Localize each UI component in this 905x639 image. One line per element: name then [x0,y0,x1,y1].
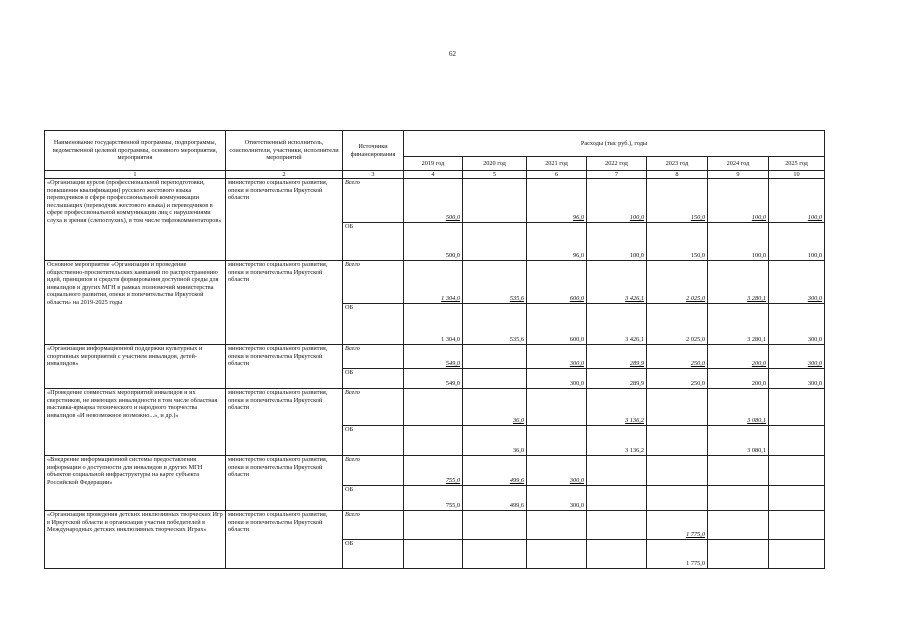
ob-value: 300,0 [527,486,587,511]
ob-value: 3 136,2 [587,426,647,456]
total-value: 96,0 [527,179,587,223]
source-ob-label: ОБ [343,369,404,389]
ob-value: 96,0 [527,223,587,261]
total-value: 600,0 [527,261,587,304]
responsible-executor: министерство социального развития, опеки и попечительства Иркутской области [226,389,343,456]
ob-value: 500,0 [404,223,463,261]
ob-value: 300,0 [769,304,825,345]
ob-value [404,426,463,456]
ob-value: 549,0 [404,369,463,389]
ob-value [769,426,825,456]
header-responsible: Ответственный исполнитель, соисполнители, участники, исполнители мероприятий [226,131,343,171]
ob-value [769,540,825,569]
ob-value: 100,0 [587,223,647,261]
ob-value [404,540,463,569]
total-value: 755,0 [404,456,463,486]
source-ob-label: ОБ [343,540,404,569]
activity-name: Основное мероприятие «Организация и проведение общественно-просветительских кампаний по распространению идей, принципов и средств формирования доступной среды для инвалидов и других МГН в рамках полномочий министерства социального развития, опеки и попечительства Иркутской области» на 2019-2025 годы [45,261,226,345]
total-value: 300,0 [527,456,587,486]
total-value: 300,0 [769,345,825,369]
total-value [708,456,769,486]
total-value [463,511,527,540]
column-index: 4 [404,171,463,179]
ob-value [463,540,527,569]
table-row [45,389,825,426]
total-value [463,179,527,223]
ob-value [463,223,527,261]
column-index: 2 [226,171,343,179]
ob-value [647,486,708,511]
total-value: 2 025,0 [647,261,708,304]
column-index: 5 [463,171,527,179]
source-total-label: Всего [343,179,404,223]
table-row [45,511,825,540]
source-total-label: Всего [343,511,404,540]
column-index: 10 [769,171,825,179]
total-value [769,389,825,426]
total-value [527,511,587,540]
total-value: 300,0 [527,345,587,369]
ob-value [527,540,587,569]
total-value: 499,6 [463,456,527,486]
total-value: 549,0 [404,345,463,369]
column-index: 3 [343,171,404,179]
total-value: 1 304,0 [404,261,463,304]
activity-name: «Проведение совместных мероприятий инвалидов и их сверстников, не имеющих инвалидности в том числе областная выставка-ярмарка технического и народного творчества инвалидов «И невозможное возможно...», и др.)» [45,389,226,456]
column-index: 8 [647,171,708,179]
ob-value: 3 280,1 [708,304,769,345]
header-expenses: Расходы (тыс руб.), годы [404,131,825,157]
total-value: 100,0 [587,179,647,223]
activity-name: «Организация информационной поддержки культурных и спортивных мероприятий с участием инвалидов, детей-инвалидов» [45,345,226,389]
total-value: 3 280,1 [708,261,769,304]
ob-value: 250,0 [647,369,708,389]
total-value: 1 775,0 [647,511,708,540]
header-name: Наименование государственной программы, подпрограммы, ведомственной целевой программы, основного мероприятия, мероприятия [45,131,226,171]
column-index: 7 [587,171,647,179]
source-total-label: Всего [343,389,404,426]
ob-value: 3 426,1 [587,304,647,345]
header-year: 2020 год [463,157,527,171]
ob-value: 2 025,0 [647,304,708,345]
responsible-executor: министерство социального развития, опеки и попечительства Иркутской области [226,261,343,345]
ob-value [708,486,769,511]
header-year: 2022 год [587,157,647,171]
ob-value: 300,0 [769,369,825,389]
source-ob-label: ОБ [343,426,404,456]
total-value: 250,0 [647,345,708,369]
source-total-label: Всего [343,261,404,304]
column-index: 6 [527,171,587,179]
total-value: 100,0 [769,179,825,223]
responsible-executor: министерство социального развития, опеки и попечительства Иркутской области [226,179,343,261]
activity-name: «Внедрение информационной системы предоставления информации о доступности для инвалидов и других МГН объектов социальной инфраструктуры на карте субъекта Российской Федерации» [45,456,226,511]
ob-value [463,369,527,389]
total-value: 200,0 [708,345,769,369]
source-ob-label: ОБ [343,223,404,261]
table-row [45,179,825,223]
source-ob-label: ОБ [343,304,404,345]
table-row [45,456,825,486]
ob-value: 289,9 [587,369,647,389]
header-year: 2024 год [708,157,769,171]
ob-value: 300,0 [527,369,587,389]
ob-value [647,426,708,456]
total-value: 500,0 [404,179,463,223]
ob-value: 3 080,1 [708,426,769,456]
total-value [647,389,708,426]
ob-value: 499,6 [463,486,527,511]
header-year: 2019 год [404,157,463,171]
total-value [527,389,587,426]
table-row [45,345,825,369]
total-value: 3 080,1 [708,389,769,426]
ob-value [769,486,825,511]
ob-value [527,426,587,456]
activity-name: «Организация проведения детских инклюзивных творческих Игр в Иркутской области и организация участия победителей в Международных детских инклюзивных творческих Играх» [45,511,226,569]
responsible-executor: министерство социального развития, опеки и попечительства Иркутской области [226,511,343,569]
total-value [404,511,463,540]
total-value [404,389,463,426]
total-value: 3 426,1 [587,261,647,304]
total-value [463,345,527,369]
ob-value: 1 304,0 [404,304,463,345]
expenses-table [44,130,825,569]
total-value [769,456,825,486]
total-value: 300,0 [769,261,825,304]
responsible-executor: министерство социального развития, опеки и попечительства Иркутской области [226,345,343,389]
total-value [708,511,769,540]
total-value [647,456,708,486]
total-value: 289,9 [587,345,647,369]
total-value [587,456,647,486]
column-index: 1 [45,171,226,179]
ob-value: 150,0 [647,223,708,261]
ob-value [708,540,769,569]
header-year: 2023 год [647,157,708,171]
ob-value: 36,0 [463,426,527,456]
total-value: 100,0 [708,179,769,223]
ob-value: 1 775,0 [647,540,708,569]
header-year: 2021 год [527,157,587,171]
source-total-label: Всего [343,345,404,369]
ob-value: 100,0 [708,223,769,261]
ob-value [587,486,647,511]
ob-value: 755,0 [404,486,463,511]
column-index: 9 [708,171,769,179]
total-value [769,511,825,540]
table-row [45,261,825,304]
ob-value: 200,0 [708,369,769,389]
source-total-label: Всего [343,456,404,486]
total-value: 150,0 [647,179,708,223]
total-value: 36,0 [463,389,527,426]
activity-name: «Организация курсов (профессиональной переподготовки, повышения квалификации) русского жестового языка переводчиков в сфере профессиональной коммуникации неслышащих (переводчик жестового языка) и переводчиков в сфере профессиональной коммуникации лиц с нарушениями слуха и зрения (слепоглухих), в том числе тифлокомментаторов» [45,179,226,261]
total-value [587,511,647,540]
header-sources: Источники финансирования [343,131,404,171]
page-number: 62 [449,50,456,58]
total-value: 535,6 [463,261,527,304]
total-value: 3 136,2 [587,389,647,426]
source-ob-label: ОБ [343,486,404,511]
ob-value: 100,0 [769,223,825,261]
ob-value [587,540,647,569]
ob-value: 600,0 [527,304,587,345]
ob-value: 535,6 [463,304,527,345]
header-year: 2025 год [769,157,825,171]
responsible-executor: министерство социального развития, опеки и попечительства Иркутской области [226,456,343,511]
